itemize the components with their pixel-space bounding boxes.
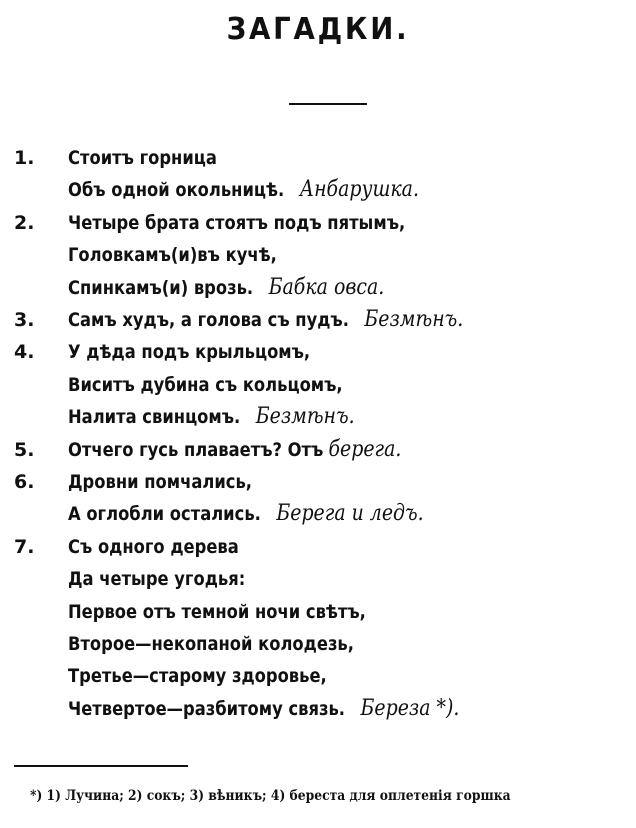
footnote: *) 1) Лучина; 2) сокъ; 3) вѣникъ; 4) береста для оплетенія горшка [30, 788, 511, 804]
riddle-answer: берега. [328, 436, 402, 462]
riddle-line [68, 596, 366, 628]
riddle-line [68, 466, 252, 498]
riddle-answer: Безмѣнъ. [255, 404, 355, 430]
riddle-text: Четыре брата стоятъ подъ пятымъ, [68, 211, 406, 234]
riddle-number: 5. [14, 438, 35, 461]
footnote-divider [14, 765, 188, 767]
riddle-number: 7. [14, 535, 35, 558]
riddle-answer: Бабка овса. [268, 274, 385, 300]
riddle-number: 6. [14, 471, 35, 493]
riddle-answer: Береза *). [360, 695, 460, 721]
riddle-line [68, 563, 245, 595]
riddle-line [68, 369, 343, 401]
riddle-line [68, 174, 419, 206]
riddle-line [68, 304, 463, 336]
riddle-text: Третье—старому здоровье, [68, 665, 327, 688]
riddle-text: Дровни помчались, [68, 471, 253, 493]
riddle-text: Головкамъ(и)въ кучѣ, [68, 244, 277, 267]
riddle-text: Стоитъ горница [68, 147, 217, 169]
riddle-number: 2. [14, 211, 35, 234]
riddle-text: Да четыре угодья: [68, 568, 246, 591]
riddle-text: Объ одной окольницѣ. [68, 179, 285, 202]
page-title: ЗАГАДКИ. [226, 12, 410, 47]
riddle-answer: Анбарушка. [299, 177, 419, 203]
riddle-line [68, 207, 405, 239]
riddle-line [68, 272, 384, 304]
riddle-line [68, 498, 424, 530]
riddle-answer: Берега и ледъ. [276, 501, 424, 527]
riddle-line [68, 401, 355, 433]
riddle-answer: Безмѣнъ. [364, 307, 464, 332]
riddle-text: Второе—некопаной колодезь, [68, 633, 354, 655]
title-divider [289, 103, 367, 105]
riddle-text: Отчего гусь плаваетъ? Отъ [68, 438, 324, 461]
riddle-line [68, 660, 327, 692]
riddle-number: 4. [14, 341, 35, 364]
riddle-text: Съ одного дерева [68, 535, 239, 558]
riddle-line [68, 142, 217, 174]
riddle-line [68, 336, 310, 368]
riddle-text: Самъ худъ, а голова съ пудъ. [68, 309, 349, 331]
riddle-text: А оглобли остались. [68, 503, 261, 526]
riddle-line [68, 693, 459, 725]
riddle-number: 1. [14, 147, 35, 169]
riddle-text: Первое отъ темной ночи свѣтъ, [68, 600, 366, 623]
riddle-text: У дѣда подъ крыльцомъ, [68, 341, 311, 364]
riddle-text: Виситъ дубина съ кольцомъ, [68, 373, 343, 396]
riddle-text: Налита свинцомъ. [68, 406, 241, 429]
riddle-line [68, 434, 401, 466]
riddle-text: Четвертое—разбитому связь. [68, 697, 346, 720]
riddle-line [68, 628, 354, 660]
riddle-line [68, 531, 239, 563]
riddle-number: 3. [14, 309, 35, 331]
riddle-text: Спинкамъ(и) врозь. [68, 276, 254, 299]
riddle-line [68, 239, 277, 271]
